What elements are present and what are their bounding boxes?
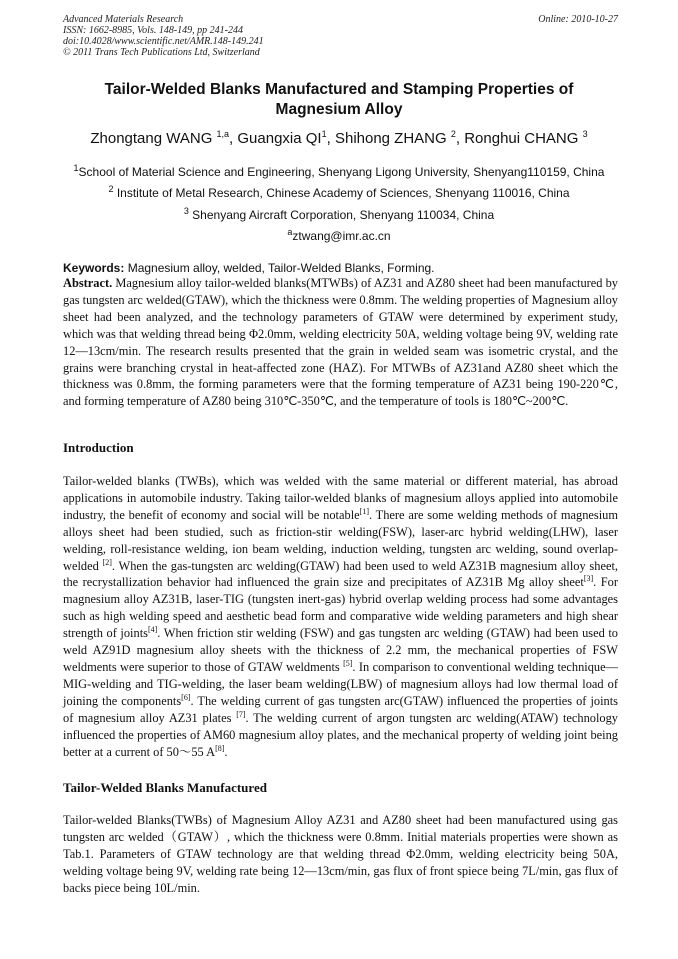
introduction-heading: Introduction [63, 440, 134, 455]
journal-header [63, 14, 618, 58]
author-list [40, 124, 638, 149]
author: Guangxia $QI^1$, [237, 129, 335, 147]
keywords-label: Keywords: [63, 261, 125, 275]
affiliation-3: $^3$ Shenyang Aircraft Corporation, Shenyang 110034, China [183, 206, 495, 222]
citation: [7] [236, 709, 246, 719]
citation: [2] [102, 557, 112, 567]
citation: [6] [181, 692, 191, 702]
title-line-1: Tailor-Welded Blanks Manufactured and Stamping Properties of [104, 81, 574, 98]
affiliation-2: $^2$ Institute of Metal Research, Chinese Academy of Sciences, Shenyang 110016, China [108, 184, 570, 200]
copyright-line: © 2011 Trans Tech Publications Ltd, Switzerland [63, 47, 260, 58]
citation: [8] [215, 743, 225, 753]
abstract-text: Magnesium alloy tailor-welded blanks(MTWBs) of AZ31 and AZ80 sheet had been manufactured by gas tungsten arc welded(GTAW), which the thickness were 0.8mm. The welding properties of Magnesium alloy sheet had been analyzed, and the technology parameters of GTAW were determined by experiment study, which was that welding thread being Φ2.0mm, welding electricity 50A, welding voltage being 9V, welding rate 12—13cm/min. The research results presented that the grain in welded seam was isometric crystal, and the grains were branching crystal in heat-affected zone (HAZ). For MTWBs of AZ31and AZ80 sheet which the thickness was 0.8mm, the forming parameters were that the forming temperature of AZ31 being 190-220℃, and forming temperature of AZ80 being 310℃-350℃, and the temperature of tools is 180℃~200℃. [63, 276, 618, 409]
author: Ronghui CHANG $^3$ [464, 129, 588, 147]
section-heading-twb: Tailor-Welded Blanks Manufactured [63, 780, 267, 795]
doi-line: doi:10.4028/www.scientific.net/AMR.148-149.241 [63, 36, 264, 47]
title-line-2: Magnesium Alloy [275, 101, 403, 118]
citation: [3] [583, 574, 594, 584]
online-date: Online: 2010-10-27 [538, 14, 618, 25]
abstract [63, 275, 618, 410]
corresponding-email[interactable]: $^a$ztwang@imr.ac.cn [287, 227, 391, 243]
journal-name: Advanced Materials Research [63, 14, 184, 25]
affiliation-1: $^1$School of Material Science and Engineering, Shenyang Ligong University, Shenyang110159, China [73, 163, 605, 179]
issn-line: ISSN: 1662-8985, Vols. 148-149, pp 241-244 [63, 25, 243, 36]
introduction-paragraph: Tailor-welded blanks (TWBs), which was welded with the same material or different material, has abroad applications in automobile industry. Taking tailor-welded blanks of magnesium alloys applied into automobile industry, the benefit of economy and social will be notable[1]. There are some welding methods of magnesium alloys sheet had been studied, such as friction-stir welding(FSW), laser-arc hybrid welding(LHW), laser welding, roll-resistance welding, ion beam welding, induction welding, tungsten arc welding, sound overlap-welded [2]. When the gas-tungsten arc welding(GTAW) had been used to weld AZ31B magnesium alloy sheet, the recrystallization behavior had influenced the grain size and precipitates of AZ31B Mg alloy sheet[3]. For magnesium alloy AZ31B, laser-TIG (tungsten inert-gas) hybrid overlap welding process had some advantages such as high welding speed and aesthetic bead form and comparative wide welding parameters and high shear strength of joints[4]. When friction stir welding (FSW) and gas tungsten arc welding (GTAW) had been used to weld AZ91D magnesium alloy sheets with the thickness of 2.2 mm, the mechanical properties of FSW weldments were superior to those of GTAW weldments [5]. In comparison to conventional welding technique—MIG-welding and TIG-welding, the laser beam welding(LBW) of magnesium alloys had low thermal load of joining the components[6]. The welding current of gas tungsten arc(GTAW) influenced the properties of joints of magnesium alloy AZ31 plates [7]. The welding current of argon tungsten arc welding(ATAW) technology influenced the properties of AM60 magnesium alloy plates, and the mechanical property of welding joint being better at a current of 50～55 A[8]. [63, 474, 619, 759]
citation: [5] [343, 658, 353, 668]
keywords-text: Magnesium alloy, welded, Tailor-Welded Blanks, Forming. [124, 261, 435, 275]
citation: [1] [359, 506, 369, 516]
abstract-label: Abstract. [63, 276, 113, 290]
citation: [4] [147, 625, 158, 635]
paper-title [60, 80, 618, 120]
section-twb-paragraph: Tailor-welded Blanks(TWBs) of Magnesium Alloy AZ31 and AZ80 sheet had been manufactured using gas tungsten arc welded（GTAW）, which the thickness were 0.8mm. Initial materials properties were shown as Tab.1. Parameters of GTAW technology are that welding thread Φ2.0mm, welding electricity being 50A, welding voltage being 9V, welding rate being 12—13cm/min, gas flux of front spiece being 7L/min, gas flux of backs piece being 10L/min. [63, 813, 618, 895]
author: Shihong ZHANG $^2$, [334, 129, 465, 147]
keywords [63, 261, 618, 275]
author: Zhongtang WANG $^{1,a}$, [90, 129, 238, 147]
